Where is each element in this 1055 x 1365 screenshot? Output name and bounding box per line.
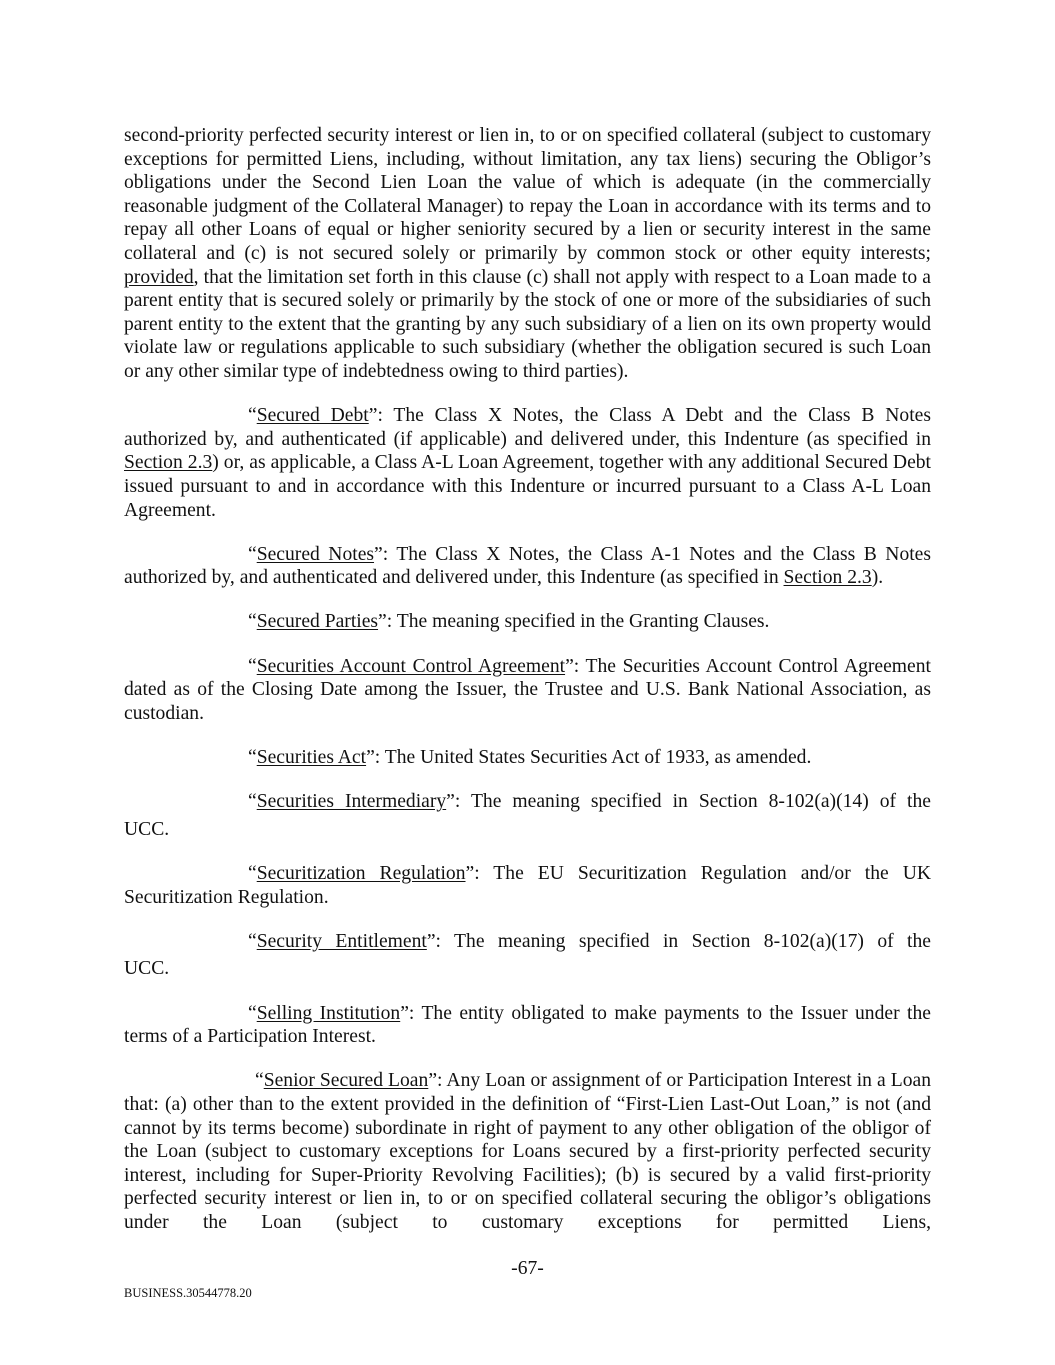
defined-term: Selling Institution bbox=[256, 1002, 401, 1024]
quote: ” bbox=[378, 611, 387, 633]
page-number: -67- bbox=[511, 1258, 544, 1279]
quote: “ bbox=[248, 863, 257, 884]
quote: “ bbox=[255, 1070, 264, 1092]
quote: “ bbox=[248, 611, 257, 633]
definition-selling-institution bbox=[124, 1002, 931, 1049]
definition-security-entitlement bbox=[124, 930, 931, 981]
definition-text: : The EU Securitization Regulation and/or the UK Securitization Regulation. bbox=[124, 863, 931, 908]
quote: ” bbox=[374, 543, 383, 565]
definition-text: : The meaning specified in Section 8-102(a)(17) of the bbox=[435, 930, 931, 952]
defined-term: Senior Secured Loan bbox=[263, 1070, 429, 1092]
quote: “ bbox=[248, 791, 257, 813]
paragraph-text: second-priority perfected security interest or lien in, to or on specified collateral (subject to customary exceptions for permitted Liens, including, without limitation, any tax liens) securing the Obligor’s obligations under the Second Lien Loan the value of which is adequate (in the commercially reasonable judgment of the Collateral Manager) to repay the Loan in accordance with its terms and to repay all other Loans of equal or higher seniority secured by a lien or security interest in the same collateral and (c) is not secured solely or primarily by common stock or other equity interests; bbox=[124, 125, 931, 264]
document-id: BUSINESS.30544778.20 bbox=[124, 1286, 252, 1300]
definition-secured-notes bbox=[124, 543, 931, 590]
quote: “ bbox=[248, 655, 257, 677]
definition-securities-intermediary bbox=[124, 790, 931, 841]
definition-securitization-regulation bbox=[124, 862, 931, 909]
document-page bbox=[124, 124, 931, 1255]
quote: ” bbox=[368, 405, 378, 427]
continuation-paragraph bbox=[124, 124, 931, 384]
defined-term: Securitization Regulation bbox=[256, 863, 466, 884]
paragraph-text: , that the limitation set forth in this clause (c) shall not apply with respect to a Loan made to a parent entity that is secured solely or primarily by the stock of one or more of the subsidiaries of such parent entity to the extent that the granting by any such subsidiary of a lien on its own property would violate law or regulations applicable to such subsidiary (whether the obligation secured is such Loan or any other similar type of indebtedness owing to third parties). bbox=[124, 266, 931, 382]
definition-text: : Any Loan or assignment of or Participation Interest in a Loan that: (a) other than to the extent provided in the definition of “First-Lien Last-Out Loan,” is not (and cannot by its terms become) subordinate in right of payment to any other obligation of the obligor of the Loan (subject to customary exceptions for Loans secured by a first-priority perfected security interest, including for Super-Priority Revolving Facilities); (b) is secured by a valid first-priority perfected security interest or lien in, to or on specified collateral securing the obligor’s obligations under the Loan (subject to customary exceptions for permitted Liens, bbox=[124, 1070, 931, 1233]
quote: “ bbox=[248, 405, 257, 427]
definition-text: : The meaning specified in Section 8-102(a)(14) of the bbox=[454, 791, 931, 813]
quote: ” bbox=[446, 791, 455, 813]
quote: “ bbox=[248, 543, 257, 565]
quote: ” bbox=[565, 655, 574, 677]
definition-text: ). bbox=[871, 567, 884, 589]
definition-secured-debt bbox=[124, 404, 931, 522]
defined-term: Security Entitlement bbox=[256, 930, 427, 952]
defined-term: Securities Intermediary bbox=[256, 791, 447, 813]
quote: ” bbox=[366, 747, 375, 769]
defined-term: Securities Account Control Agreement bbox=[256, 655, 566, 677]
definition-text: : The Class X Notes, the Class A-1 Notes and the Class B Notes authorized by, and authenticated and delivered under, this Indenture (as specified in bbox=[124, 543, 932, 589]
quote: ” bbox=[465, 863, 475, 884]
definition-text: : The United States Securities Act of 1933, as amended. bbox=[374, 747, 812, 769]
quote: “ bbox=[248, 1002, 257, 1024]
quote: ” bbox=[428, 1070, 438, 1092]
definition-text: : The meaning specified in the Granting Clauses. bbox=[386, 611, 770, 633]
definition-text: ) or, as applicable, a Class A-L Loan Agreement, together with any additional Secured Debt issued pursuant to and in accordance with this Indenture or incurred pursuant to a Class A-L Loan Agreement. bbox=[124, 452, 932, 521]
defined-term: Secured Parties bbox=[256, 611, 379, 633]
quote: ” bbox=[426, 930, 436, 952]
quote: “ bbox=[248, 930, 257, 952]
quote: “ bbox=[248, 747, 257, 769]
defined-term: Secured Debt bbox=[256, 405, 369, 427]
definition-securities-account-control-agreement bbox=[124, 655, 931, 726]
definition-text-continued: UCC. bbox=[124, 818, 170, 840]
definition-secured-parties bbox=[124, 610, 931, 634]
defined-term: Securities Act bbox=[256, 747, 367, 769]
definition-text: : The Securities Account Control Agreement dated as of the Closing Date among the Issuer, the Trustee and U.S. Bank National Association, as custodian. bbox=[124, 655, 931, 724]
quote: ” bbox=[400, 1002, 409, 1024]
section-reference-link[interactable]: Section 2.3 bbox=[783, 567, 872, 589]
definition-text-continued: UCC. bbox=[124, 958, 170, 980]
section-reference-link[interactable]: Section 2.3 bbox=[124, 452, 213, 474]
defined-term: Secured Notes bbox=[256, 543, 375, 565]
definition-text: : The Class X Notes, the Class A Debt and the Class B Notes authorized by, and authenticated (if applicable) and delivered under, this Indenture (as specified in bbox=[124, 405, 931, 450]
provided-term: provided bbox=[124, 266, 194, 288]
definition-senior-secured-loan bbox=[124, 1069, 931, 1234]
definition-securities-act bbox=[124, 746, 931, 770]
definition-text: : The entity obligated to make payments to the Issuer under the terms of a Participation Interest. bbox=[124, 1002, 931, 1048]
